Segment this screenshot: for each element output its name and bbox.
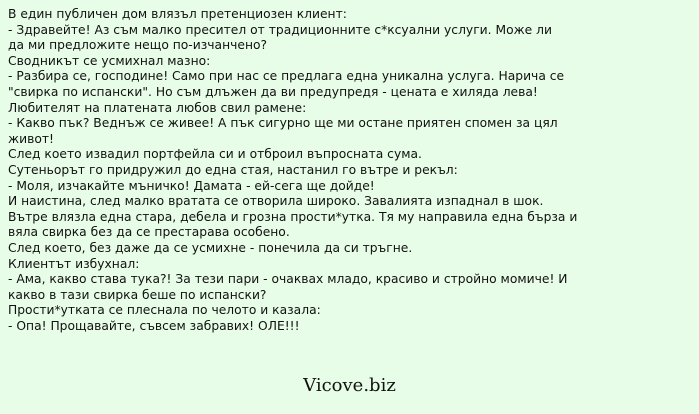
joke-line: Прости*утката се плеснала по челото и казала: bbox=[8, 303, 321, 318]
joke-line: вяла свирка без да се престарава особено. bbox=[8, 225, 290, 240]
joke-line: - Здравейте! Аз съм малко пресител от традиционните с*ксуални услуги. Може ли bbox=[8, 22, 553, 37]
joke-line: да ми предложите нещо по-изчанчено? bbox=[8, 38, 268, 53]
joke-line: какво в тази свирка беше по испански? bbox=[8, 287, 267, 302]
joke-line: След което извадил портфейла си и отброил въпросната сума. bbox=[8, 147, 422, 162]
joke-line: - Моля, изчакайте мъничко! Дамата - ей-сега ще дойде! bbox=[8, 178, 375, 193]
joke-line: - Ама, какво става тука?! За тези пари - очаквах младо, красиво и стройно момиче! И bbox=[8, 272, 568, 287]
joke-line: Сводникът се усмихнал мазно: bbox=[8, 53, 211, 68]
joke-line: "свирка по испански". Но съм длъжен да ви предупредя - цената е хиляда лева! bbox=[8, 84, 538, 99]
joke-line: Клиентът избухнал: bbox=[8, 256, 140, 271]
joke-text bbox=[8, 7, 694, 334]
joke-line: И наистина, след малко вратата се отворила широко. Завалията изпаднал в шок. bbox=[8, 194, 544, 209]
joke-line: - Разбира се, господине! Само при нас се предлага една уникална услуга. Нарича се bbox=[8, 69, 565, 84]
joke-line: Вътре влязла една стара, дебела и грозна прости*утка. Тя му направила една бърза и bbox=[8, 209, 578, 224]
joke-line: След което, без даже да се усмихне - понечила да си тръгне. bbox=[8, 240, 413, 255]
joke-line: Любителят на платената любов свил рамене: bbox=[8, 100, 307, 115]
joke-line: - Опа! Прощавайте, съвсем забравих! ОЛЕ!!! bbox=[8, 318, 300, 333]
joke-line: живот! bbox=[8, 131, 54, 146]
joke-line: - Какво пък? Веднъж се живее! А пък сигурно ще ми остане приятен спомен за цял bbox=[8, 116, 558, 131]
joke-line: В един публичен дом влязъл претенциозен клиент: bbox=[8, 7, 347, 21]
site-name: Vicove.biz bbox=[303, 375, 396, 396]
joke-line: Сутеньорът го придружил до една стая, настанил го вътре и рекъл: bbox=[8, 162, 458, 177]
